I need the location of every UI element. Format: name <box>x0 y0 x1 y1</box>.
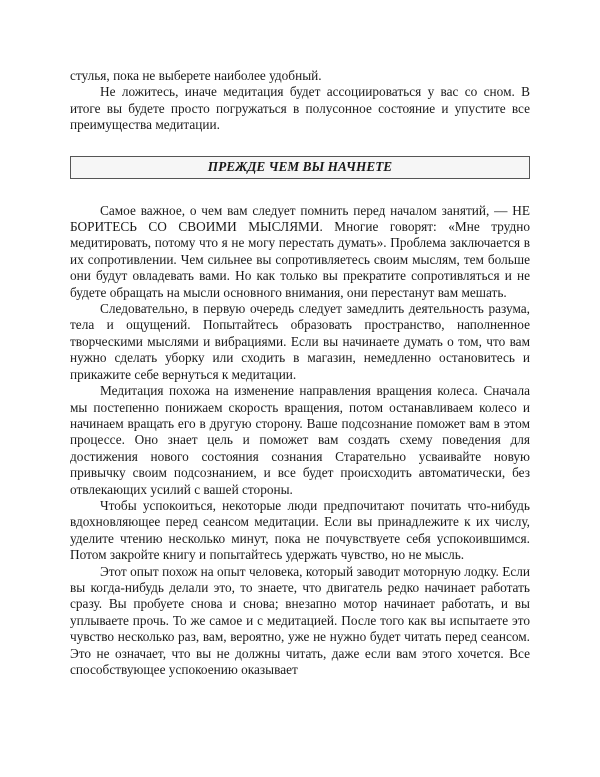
intro-continuation: стулья, пока не выберете наиболее удобный. <box>70 68 322 83</box>
document-page <box>70 68 530 678</box>
body-paragraph-1: Самое важное, о чем вам следует помнить перед началом занятий, — НЕ БОРИТЕСЬ СО СВОИМИ МЫСЛЯМИ. Многие говорят: «Мне трудно медитировать, потому что я не могу перестать думать». Проблема заключается в их сопротивлении. Чем сильнее вы сопротивляетесь своим мыслям, тем больше они будут овладевать вами. Но как только вы прекратите сопротивляться и не будете обращать на мысли основного внимания, они перестанут вам мешать. <box>70 202 530 300</box>
body-paragraph-3: Медитация похожа на изменение направления вращения колеса. Сначала мы постепенно понижаем скорость вращения, потом останавливаем колесо и начинаем вращать его в другую сторону. Ваше подсознание поможет вам в этом процессе. Оно знает цель и поможет вам создать схему поведения для достижения нового состояния сознания Старательно усваивайте новую привычку своим подсознанием, и все будет происходить автоматически, без отвлекающих усилий с вашей стороны. <box>70 383 530 497</box>
intro-paragraph: Не ложитесь, иначе медитация будет ассоциироваться у вас со сном. В итоге вы будете просто погружаться в полусонное состояние и упустите все преимущества медитации. <box>70 84 530 133</box>
section-heading: ПРЕЖДЕ ЧЕМ ВЫ НАЧНЕТЕ <box>70 156 530 179</box>
body-paragraph-2: Следовательно, в первую очередь следует замедлить деятельность разума, тела и ощущений. Попытайтесь образовать пространство, наполненное творческими мыслями и вибрациями. Если вы начинаете думать о том, что вам нужно сделать уборку или сходить в магазин, немедленно остановитесь и прикажите себе вернуться к медитации. <box>70 301 530 382</box>
body-paragraph-4: Чтобы успокоиться, некоторые люди предпочитают почитать что-нибудь вдохновляющее перед сеансом медитации. Если вы принадлежите к их числу, уделите чтению несколько минут, пока не почувствуете себя успокоившимся. Потом закройте книгу и попытайтесь удержать чувство, но не мысль. <box>70 497 530 563</box>
body-paragraph-5: Этот опыт похож на опыт человека, который заводит моторную лодку. Если вы когда-нибудь делали это, то знаете, что двигатель редко начинает работать сразу. Вы пробуете снова и снова; внезапно мотор начинает работать, и вы уплываете прочь. То же самое и с медитацией. После того как вы испытаете это чувство несколько раз, вам, вероятно, уже не нужно будет читать перед сеансом. Это не означает, что вы не должны читать, даже если вам этого хочется. Все способствующее успокоению оказывает <box>70 563 530 677</box>
